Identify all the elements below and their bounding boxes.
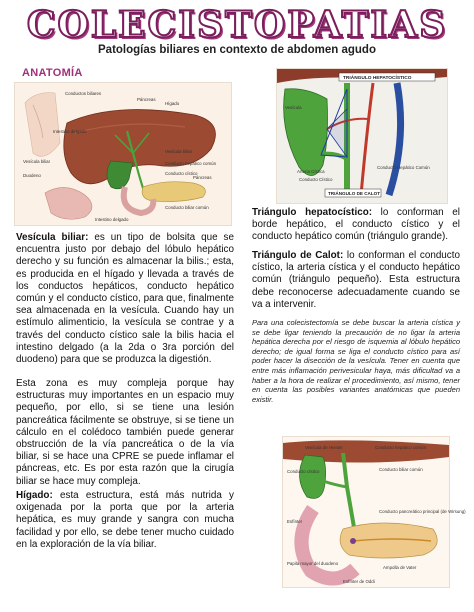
complejidad-text: Esta zona es muy compleja porque hay estructuras muy importantes en un espacio muy pequeño, por ello, si se tiene una lesión pancreática fácilmente se obstruye, si se tiene un cálculo en el colédoco también puede generar obstrucción de la vía pancreática o de la vía biliar, si se hace una CPRE se puede inflamar el páncreas, etc. Es por esta razón que la cirugía biliar se hace muy compleja. [16, 378, 234, 487]
label-conducto-cistico-calot: Conducto Cístico [299, 177, 333, 182]
label-pancreas-right: Páncreas [193, 175, 212, 180]
label-wirsung: Conducto pancreático principal (de Wirsung) [379, 509, 466, 514]
label-conducto-hepatico-comun-calot: Conducto Hepático Común [377, 165, 430, 170]
page-title: COLECISTOPATIAS [26, 4, 448, 46]
label-ampolla-vater: Ampolla de Vater [383, 565, 417, 570]
label-intestino-bottom: Intestino delgado [95, 217, 129, 222]
calot-term: Triángulo de Calot: [252, 250, 344, 261]
liver-anatomy-illustration [15, 83, 231, 225]
label-intestino-top: Intestino delgado [53, 129, 87, 134]
higado-paragraph [16, 490, 234, 551]
complejidad-paragraph [16, 378, 234, 488]
hepatocistico-term: Triángulo hepatocístico: [252, 207, 373, 218]
higado-text: esta estructura, está más nutrida y oxigenada por la porta que por la arteria hepática, es muy grande y sangra con mucha facilidad y por ello, se debe tener mucho cuidado en la exploración de la vía biliar. [16, 490, 234, 550]
page-subtitle: Patologías biliares en contexto de abdomen agudo [98, 44, 376, 56]
label-pancreas-top: Páncreas [137, 97, 156, 102]
label-conducto-cistico: Conducto cístico [165, 171, 198, 176]
vesicula-paragraph [16, 232, 234, 366]
calot-triangle-figure [276, 68, 448, 204]
label-higado: Hígado [165, 101, 180, 106]
calot-text: lo conforman el conducto cístico, la arteria cística y el conducto hepático común (triángulo pequeño). Esta estructura debe reconocerse adecuadamente cuando se va a intervenir. [252, 250, 460, 310]
calot-header-label: TRIÁNGULO HEPATOCÍSTICO [343, 76, 412, 81]
label-papila-mayor: Papila mayor del duodeno [287, 561, 339, 566]
label-vesicula-right: Vesícula biliar [165, 149, 193, 154]
pancreas-duct-illustration [283, 437, 466, 587]
calot-paragraph [252, 250, 460, 311]
label-vesicula-left: Vesícula biliar [23, 159, 51, 164]
label-conductos-biliares: Conductos biliares [65, 91, 102, 96]
section-heading: ANATOMÍA [22, 67, 83, 79]
label-esfinter: Esfínter [287, 519, 303, 524]
colecistectomia-text: Para una colecistectomía se debe buscar la arteria cística y se debe ligar teniendo la precaución de no ligar la arteria hepática derecha por el riesgo de isquemia al lóbulo hepático derecho; de igual forma se liga el conducto cístico para así poder hacer la disección de la vesícula. Tener en cuenta que entre más inflamación perivesicular haya, más dificultad va a haber a la hora de realizar el procedimiento, así mismo, tener en cuenta las posibles variantes anatómicas que pueden existir. [252, 318, 460, 404]
colecistectomia-note [252, 318, 460, 404]
label-vesicula-calot: Vesícula [285, 105, 302, 110]
pancreas-duct-figure [282, 436, 466, 588]
vesicula-term: Vesícula biliar: [16, 232, 89, 243]
label-cistico-panc: Conducto cístico [287, 469, 320, 474]
label-esfinter-oddi: Esfínter de Oddi [343, 579, 375, 584]
calot-triangle-illustration [277, 69, 447, 203]
label-hepatico-comun-panc: Conducto hepático común [375, 445, 427, 450]
hepatocistico-text: lo conforman el borde hepático, el conducto cístico y el conducto hepático común (triángulo grande). [252, 207, 460, 243]
label-vesicula-heister: Vesícula de Heister [305, 445, 343, 450]
calot-footer-label: TRIÁNGULO DE CALOT [328, 191, 381, 196]
label-conducto-biliar-comun: Conducto biliar común [165, 205, 209, 210]
label-duodeno: Duodeno [23, 173, 41, 178]
label-biliar-comun-panc: Conducto biliar común [379, 467, 423, 472]
label-arteria-cistica: Arteria Cística [297, 169, 325, 174]
hepatocistico-paragraph [252, 207, 460, 244]
liver-anatomy-figure [14, 82, 232, 226]
label-conducto-hepatico-comun: Conducto hepático común [165, 161, 217, 166]
vesicula-text: es un tipo de bolsita que se encuentra justo por debajo del lóbulo hepático derecho y su función es almacenar la bilis.; esta, es producida en el hígado y llevada a través de los conductos hepáticos, conducto hepático común y el conducto cístico, para que, finalmente sea almacenada en la vesícula. Cuando hay un estímulo alimenticio, la vesícula se contrae y a través del conducto cístico sale la bilis hacia el intestino delgado (a la 2da o 3ra porción del duodeno) para que se produzca la digestión. [16, 232, 234, 366]
higado-term: Hígado: [16, 490, 53, 501]
